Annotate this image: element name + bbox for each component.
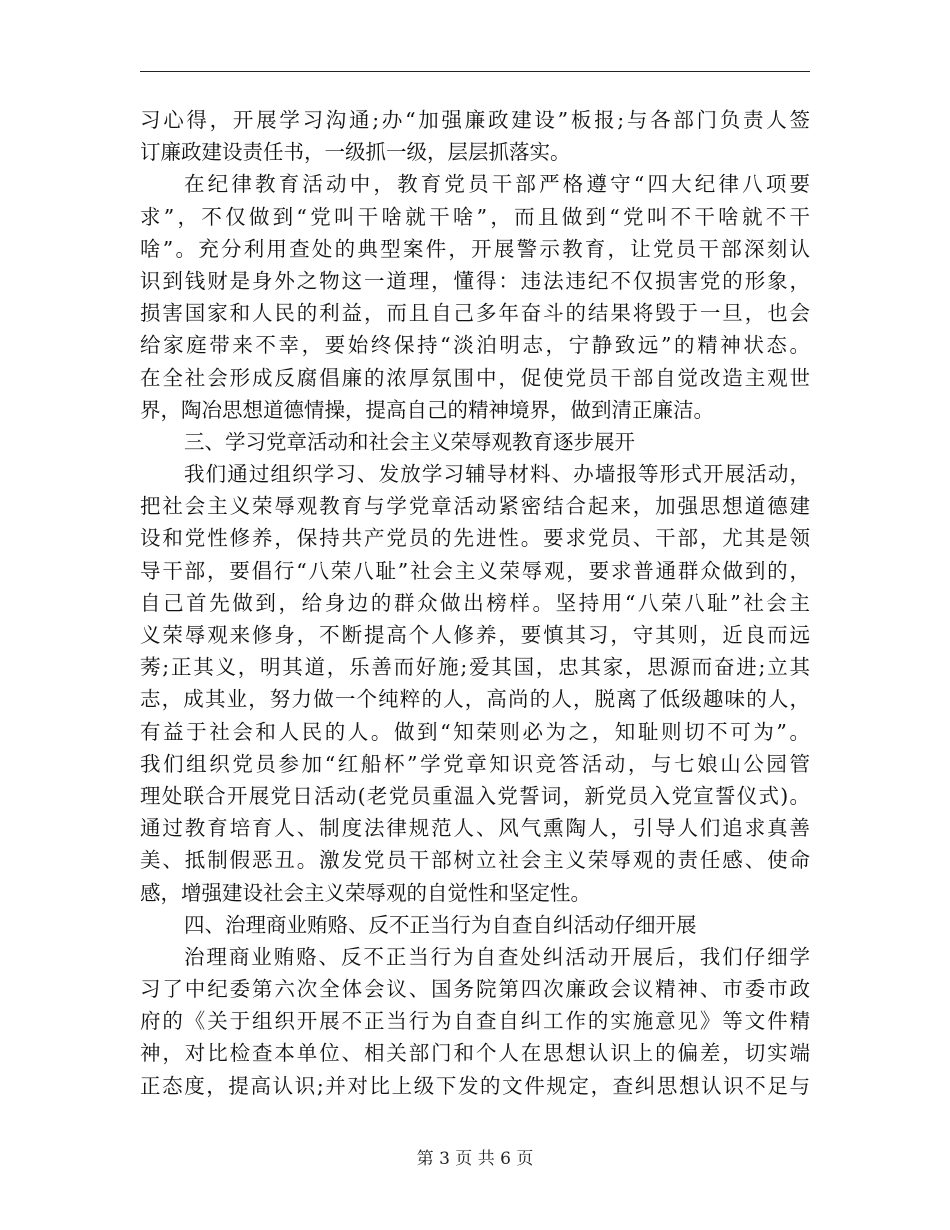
text-line: 习心得，开展学习沟通;办“加强廉政建设”板报;与各部门负责人签 (140, 108, 810, 132)
text-line: 治理商业贿赂、反不正当行为自查处纠活动开展后，我们仔细学 (184, 944, 810, 969)
text-line: 求”，不仅做到“党叫干啥就干啥”，而且做到“党叫不干啥就不干 (140, 204, 810, 229)
text-line: 理处联合开展党日活动(老党员重温入党誓词，新党员入党宣誓仪式)。 (140, 783, 810, 808)
text-line: 损害国家和人民的利益，而且自己多年奋斗的结果将毁于一旦，也会 (140, 301, 810, 326)
text-line: 习了中纪委第六次全体会议、国务院第四次廉政会议精神、市委市政 (140, 977, 810, 1002)
text-line: 在全社会形成反腐倡廉的浓厚氛围中，促使党员干部自觉改造主观世 (140, 365, 810, 390)
text-line: 我们通过组织学习、发放学习辅导材料、办墙报等形式开展活动， (184, 462, 810, 487)
text-line: 订廉政建设责任书，一级抓一级，层层抓落实。 (140, 140, 571, 165)
text-line: 府的《关于组织开展不正当行为自查自纠工作的实施意见》等文件精 (140, 1009, 810, 1034)
text-line: 给家庭带来不幸，要始终保持“淡泊明志，宁静致远”的精神状态。 (140, 333, 810, 358)
text-line: 把社会主义荣辱观教育与学党章活动紧密结合起来，加强思想道德建 (140, 494, 810, 519)
text-line: 美、抵制假恶丑。激发党员干部树立社会主义荣辱观的责任感、使命 (140, 848, 810, 873)
text-line: 义荣辱观来修身，不断提高个人修养，要慎其习，守其则，近良而远 (140, 623, 810, 647)
text-line: 神，对比检查本单位、相关部门和个人在思想认识上的偏差，切实端 (140, 1041, 810, 1066)
document-body (140, 104, 810, 1102)
page-number-footer: 第 3 页 共 6 页 (416, 1149, 534, 1169)
text-line: 啥”。充分利用查处的典型案件，开展警示教育，让党员干部深刻认 (140, 236, 810, 261)
text-line: 设和党性修养，保持共产党员的先进性。要求党员、干部，尤其是领 (140, 526, 810, 551)
text-line: 志，成其业，努力做一个纯粹的人，高尚的人，脱离了低级趣味的人， (140, 687, 810, 712)
text-line: 我们组织党员参加“红船杯”学党章知识竞答活动，与七娘山公园管 (140, 751, 810, 776)
text-line: 自己首先做到，给身边的群众做出榜样。坚持用“八荣八耻”社会主 (140, 590, 810, 615)
text-line: 识到钱财是身外之物这一道理，懂得：违法违纪不仅损害党的形象， (140, 268, 810, 293)
text-line: 导干部，要倡行“八荣八耻”社会主义荣辱观，要求普通群众做到的， (140, 558, 810, 583)
text-line: 感，增强建设社会主义荣辱观的自觉性和坚定性。 (140, 880, 591, 905)
header-rule (140, 71, 810, 72)
text-line: 三、学习党章活动和社会主义荣辱观教育逐步展开 (184, 429, 635, 454)
text-line: 界，陶冶思想道德情操，提高自己的精神境界，做到清正廉洁。 (140, 397, 714, 422)
text-line: 在纪律教育活动中，教育党员干部严格遵守“四大纪律八项要 (184, 172, 810, 197)
text-line: 莠;正其义，明其道，乐善而好施;爱其国，忠其家，思源而奋进;立其 (140, 655, 810, 680)
text-line: 四、治理商业贿赂、反不正当行为自查自纠活动仔细开展 (184, 912, 697, 937)
text-line: 通过教育培育人、制度法律规范人、风气熏陶人，引导人们追求真善 (140, 816, 810, 841)
text-line: 有益于社会和人民的人。做到“知荣则必为之，知耻则切不可为”。 (140, 719, 810, 744)
text-line: 正态度，提高认识;并对比上级下发的文件规定，查纠思想认识不足与 (140, 1073, 810, 1098)
